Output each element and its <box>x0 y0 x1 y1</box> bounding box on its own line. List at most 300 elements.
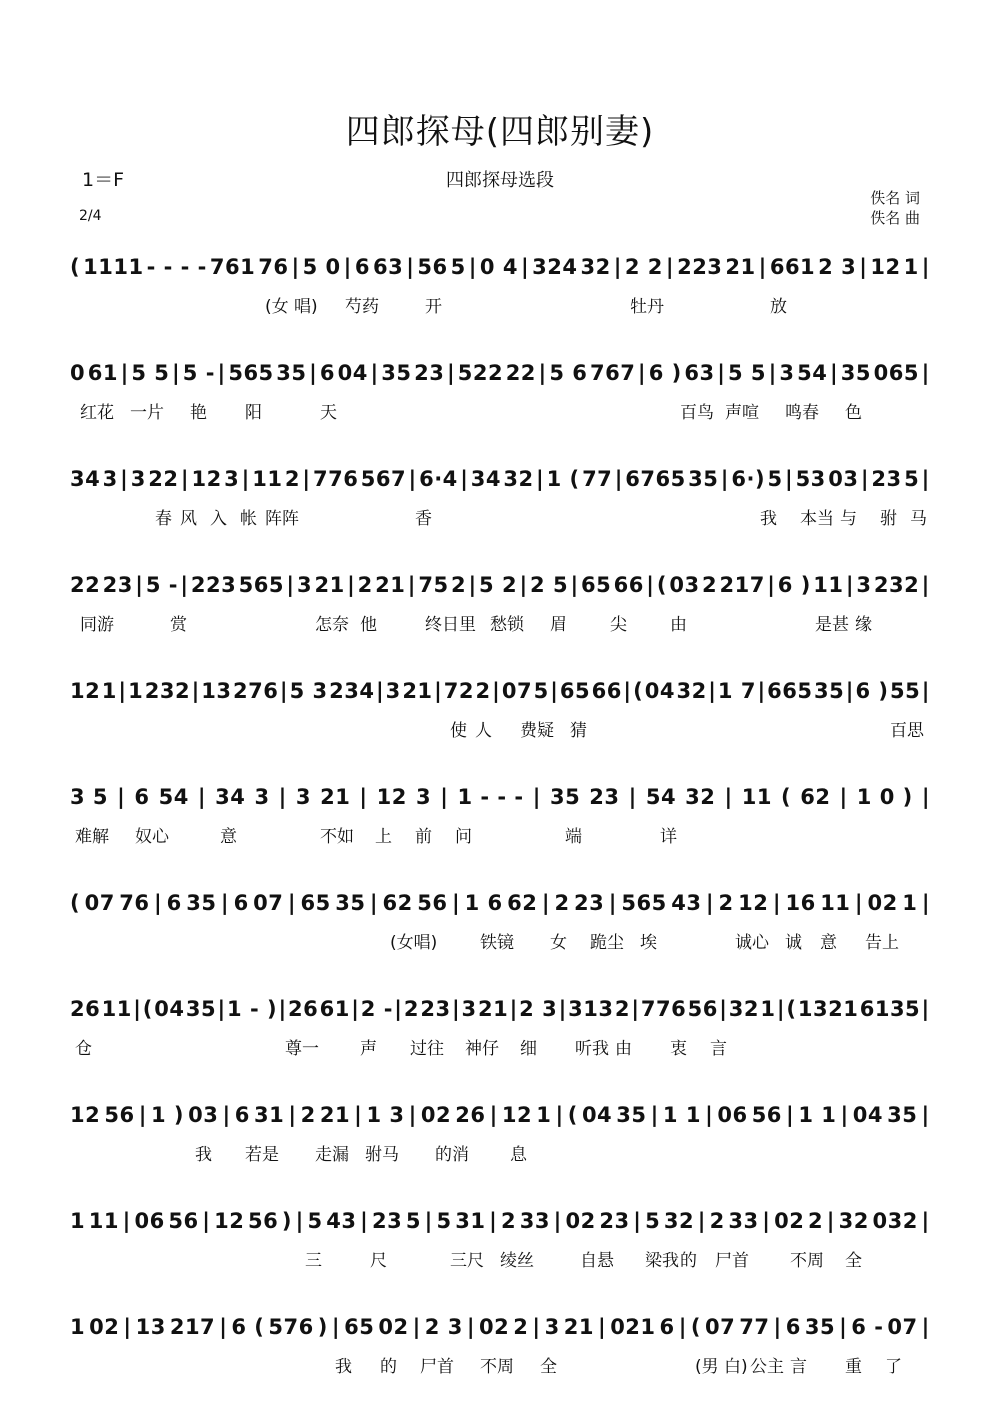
note-group: 776 <box>640 997 687 1021</box>
lyric-syllable: 衷 <box>670 1039 687 1059</box>
barline: | <box>532 785 541 809</box>
note-group: 12 <box>376 785 407 809</box>
note-group: 77 <box>739 1315 770 1339</box>
lyric-syllable: 了 <box>885 1357 902 1377</box>
note-group: 11 <box>101 997 132 1021</box>
note-group: 3 <box>102 467 118 491</box>
note-group: 1 <box>536 1103 552 1127</box>
lyric-syllable: 开 <box>425 297 442 317</box>
note-group: 6 <box>659 1315 675 1339</box>
lyric-syllable: 马 <box>910 509 927 529</box>
barline: | <box>369 891 379 915</box>
barline: | <box>786 1103 795 1127</box>
barline: | <box>120 467 129 491</box>
lyric-syllable: 百鸟 <box>680 403 714 423</box>
barline: | <box>538 361 547 385</box>
note-group: 56 <box>104 1103 135 1127</box>
notation-line <box>70 1100 930 1130</box>
note-group: 6 ( <box>231 1315 265 1339</box>
note-group: 324 <box>532 255 578 279</box>
note-group: 65 <box>300 891 331 915</box>
note-group: 02 <box>378 1315 409 1339</box>
note-group: 1 - ) <box>227 997 278 1021</box>
lyric-line <box>70 504 930 528</box>
barline: | <box>719 997 728 1021</box>
note-group: 22 <box>148 467 179 491</box>
composer-credit: 佚名 曲 <box>870 209 920 227</box>
note-group: 3 <box>461 997 477 1021</box>
barline: | <box>839 1315 848 1339</box>
note-group: 34 <box>215 785 246 809</box>
barline: | <box>217 997 226 1021</box>
note-group: ( <box>633 679 644 703</box>
barline: | <box>678 1315 687 1339</box>
note-group: 1 ) <box>150 1103 184 1127</box>
note-group: 12 <box>191 467 222 491</box>
note-group: 6 <box>134 785 150 809</box>
barline: | <box>613 255 622 279</box>
note-group: 56 <box>417 255 448 279</box>
barline: | <box>489 1209 498 1233</box>
lyric-syllable: 是甚 <box>815 615 849 635</box>
barline: | <box>153 891 163 915</box>
barline: | <box>921 1103 930 1127</box>
notation-line <box>70 252 930 282</box>
barline: | <box>351 997 360 1021</box>
barline: | <box>519 573 528 597</box>
lyric-syllable: 驸 <box>880 509 897 529</box>
lyric-syllable: 由 <box>670 615 687 635</box>
barline: | <box>608 891 617 915</box>
lyric-syllable: 使 <box>450 721 467 741</box>
note-group: 2 <box>807 1209 824 1233</box>
barline: | <box>460 467 469 491</box>
lyric-syllable: 意 <box>220 827 237 847</box>
note-group: 43 <box>671 891 702 915</box>
note-group: 35 <box>276 361 307 385</box>
note-group: 5 <box>307 1209 323 1233</box>
note-group: 2 <box>554 891 570 915</box>
note-group: 54 <box>797 361 828 385</box>
note-group: 02 <box>774 1209 805 1233</box>
note-group: 12 <box>501 1103 533 1127</box>
note-group: 53 <box>795 467 826 491</box>
note-group: 06 <box>134 1209 165 1233</box>
note-group: ( <box>142 997 153 1021</box>
note-group: 21 <box>319 1103 351 1127</box>
barline: | <box>279 679 289 703</box>
note-group: 3 <box>254 785 270 809</box>
lyric-syllable: 细 <box>520 1039 537 1059</box>
lyric-syllable: 芍药 <box>345 297 379 317</box>
barline: | <box>287 891 297 915</box>
barline: | <box>446 361 456 385</box>
note-group: 2 <box>718 891 734 915</box>
note-group: 313 <box>568 997 614 1021</box>
lyric-syllable: 入 <box>210 509 227 529</box>
barline: | <box>138 1103 147 1127</box>
barline: | <box>724 785 733 809</box>
note-group: 56 <box>168 1209 199 1233</box>
lyric-syllable: 同游 <box>80 615 114 635</box>
note-group: 56 <box>417 891 448 915</box>
note-group: 2 <box>500 1209 517 1233</box>
barline: | <box>840 1103 849 1127</box>
notation-line <box>70 994 930 1024</box>
note-group: 0 4 <box>479 255 518 279</box>
lyric-syllable: 终日里 <box>425 615 476 635</box>
barline: | <box>697 1209 706 1233</box>
note-group: 11 <box>741 785 772 809</box>
note-group: 35 <box>814 679 845 703</box>
note-group: 03 <box>669 573 700 597</box>
note-group: 3 <box>296 573 313 597</box>
note-group: 1321 <box>797 997 859 1021</box>
barline: | <box>720 467 729 491</box>
note-group: 32 <box>676 679 707 703</box>
note-group: 61 <box>319 997 350 1021</box>
barline: | <box>123 1315 132 1339</box>
note-group: - - - - <box>146 255 207 279</box>
barline: | <box>845 679 854 703</box>
lyric-syllable: 三尺 <box>450 1251 484 1271</box>
note-group: 1 <box>70 1209 86 1233</box>
lyric-syllable: 风 <box>180 509 197 529</box>
lyric-syllable: 难解 <box>75 827 109 847</box>
lyric-syllable: 放 <box>770 297 787 317</box>
note-group: 5 2 <box>479 573 518 597</box>
note-group: 62 <box>800 785 831 809</box>
note-group: 234 <box>329 679 375 703</box>
note-group: 1 1 <box>798 1103 837 1127</box>
note-group: 5 - <box>182 361 215 385</box>
lyric-syllable: 奴心 <box>135 827 169 847</box>
lyricist-credit: 佚名 词 <box>870 189 920 207</box>
lyric-syllable: 怎奈 <box>315 615 349 635</box>
lyric-syllable: 缘 <box>855 615 872 635</box>
note-group: 1 <box>128 679 144 703</box>
barline: | <box>434 679 443 703</box>
note-group: 032 <box>872 1209 918 1233</box>
lyric-syllable: 阳 <box>245 403 262 423</box>
lyric-line <box>70 1246 930 1270</box>
barline: | <box>278 785 287 809</box>
barline: | <box>631 997 640 1021</box>
note-group: ) <box>281 1209 292 1233</box>
note-group: ( <box>567 1103 578 1127</box>
barline: | <box>217 361 226 385</box>
barline: | <box>536 467 545 491</box>
barline: | <box>845 573 855 597</box>
note-group: 62 <box>507 891 538 915</box>
note-group: 2 <box>357 573 373 597</box>
lyric-syllable: 香 <box>415 509 432 529</box>
note-group: 07 <box>887 1315 918 1339</box>
lyric-syllable: 一片 <box>130 403 164 423</box>
note-group: 5 <box>904 467 920 491</box>
note-group: 12 <box>738 891 769 915</box>
lyric-syllable: 他 <box>360 615 377 635</box>
note-group: 3 <box>779 361 795 385</box>
note-group: 5 <box>405 1209 421 1233</box>
barline: | <box>135 573 144 597</box>
lyric-syllable: 尺 <box>370 1251 387 1271</box>
lyric-syllable: 告上 <box>865 933 899 953</box>
barline: | <box>758 255 767 279</box>
lyric-syllable: 我 <box>195 1145 212 1165</box>
barline: | <box>784 467 794 491</box>
note-group: 5 6 <box>549 361 588 385</box>
barline: | <box>489 1103 498 1127</box>
note-group: 04 <box>337 361 368 385</box>
note-group: 02 <box>867 891 898 915</box>
note-group: 232 <box>873 573 920 597</box>
lyric-syllable: 本当 <box>800 509 834 529</box>
note-group: 6 <box>233 891 249 915</box>
lyric-syllable: 铁镜 <box>480 933 514 953</box>
note-group: ( <box>656 573 667 597</box>
note-group: 6 <box>785 1315 801 1339</box>
note-group: 5 3 <box>289 679 328 703</box>
notation-line <box>70 782 930 812</box>
lyric-syllable: 赏 <box>170 615 187 635</box>
note-group: 567 <box>360 467 407 491</box>
note-group: 2 3 <box>818 255 857 279</box>
barline: | <box>839 785 848 809</box>
note-group: 3 <box>130 467 146 491</box>
lyric-syllable: (男 白) <box>695 1357 748 1377</box>
note-group: 22 <box>70 573 101 597</box>
note-group: 66 <box>613 573 644 597</box>
barline: | <box>705 891 715 915</box>
note-group: 23 <box>589 785 620 809</box>
barline: | <box>921 1315 930 1339</box>
note-group: 11 <box>813 573 844 597</box>
lyric-syllable: 言 <box>790 1357 807 1377</box>
barline: | <box>614 467 623 491</box>
note-group: 1 <box>902 891 918 915</box>
barline: | <box>772 891 782 915</box>
barline: | <box>451 891 461 915</box>
barline: | <box>921 361 930 385</box>
lyric-line <box>70 716 930 740</box>
barline: | <box>532 1315 541 1339</box>
note-group: 1 <box>101 679 117 703</box>
lyric-syllable: 不周 <box>790 1251 824 1271</box>
note-group: 21 <box>477 997 509 1021</box>
note-group: 5 - <box>145 573 178 597</box>
lyric-syllable: 百思 <box>890 721 924 741</box>
note-group: 3 <box>385 679 401 703</box>
note-group: 21 <box>314 573 345 597</box>
lyric-syllable: 眉 <box>550 615 567 635</box>
note-group: 07 <box>501 679 533 703</box>
note-group: 223 <box>190 573 237 597</box>
note-group: 2 - <box>360 997 393 1021</box>
barline: | <box>394 997 403 1021</box>
barline: | <box>440 785 449 809</box>
lyric-syllable: 绫丝 <box>500 1251 534 1271</box>
note-group: 223 <box>677 255 723 279</box>
barline: | <box>633 1209 642 1233</box>
note-group: 2 3 <box>519 997 558 1021</box>
note-group: 21 <box>375 573 406 597</box>
note-group: 6765 <box>625 467 686 491</box>
barline: | <box>302 467 311 491</box>
lyric-syllable: 春 <box>155 509 172 529</box>
barline: | <box>117 785 126 809</box>
lyric-syllable: 不周 <box>480 1357 514 1377</box>
note-group: 21 <box>320 785 351 809</box>
lyric-line <box>70 928 930 952</box>
note-group: 35 <box>186 891 217 915</box>
barline: | <box>570 573 579 597</box>
note-group: 31 <box>253 1103 285 1127</box>
note-group: 2 <box>701 573 718 597</box>
lyric-syllable: 过往 <box>410 1039 444 1059</box>
note-group: 34 <box>70 467 101 491</box>
barline: | <box>555 1103 564 1127</box>
note-group: 217 <box>169 1315 216 1339</box>
barline: | <box>708 679 717 703</box>
barline: | <box>767 573 776 597</box>
note-group: 77 <box>582 467 613 491</box>
barline: | <box>133 997 142 1021</box>
barline: | <box>553 1209 562 1233</box>
score-title: 四郎探母(四郎别妻) <box>345 112 655 152</box>
lyric-syllable: 诚心 <box>735 933 769 953</box>
note-group: ( <box>786 997 797 1021</box>
barline: | <box>520 255 530 279</box>
note-group: 26 <box>455 1103 486 1127</box>
note-group: 35 <box>840 361 871 385</box>
note-group: 1111 <box>83 255 144 279</box>
note-group: 21 <box>402 679 433 703</box>
note-group: 34 <box>470 467 501 491</box>
barline: | <box>921 573 930 597</box>
lyric-syllable: (女唱) <box>390 933 438 953</box>
note-group: ( <box>70 891 81 915</box>
lyric-syllable: 尖 <box>610 615 627 635</box>
note-group: 1 7 <box>717 679 756 703</box>
note-group: 1 <box>760 997 776 1021</box>
note-group: 03 <box>828 467 859 491</box>
barline: | <box>921 997 930 1021</box>
lyric-syllable: 走漏 <box>315 1145 349 1165</box>
lyric-syllable: 尸首 <box>715 1251 749 1271</box>
note-group: 1 - - - <box>457 785 524 809</box>
barline: | <box>637 361 647 385</box>
note-group: 2 <box>403 997 419 1021</box>
note-group: 522 <box>457 361 504 385</box>
barline: | <box>468 573 477 597</box>
note-group: 07 <box>84 891 115 915</box>
barline: | <box>354 1103 363 1127</box>
barline: | <box>406 255 415 279</box>
barline: | <box>466 1315 476 1339</box>
lyric-syllable: 人 <box>475 721 492 741</box>
lyric-syllable: 艳 <box>190 403 207 423</box>
lyric-syllable: 阵阵 <box>265 509 299 529</box>
note-group: 32 <box>580 255 611 279</box>
note-group: 021 <box>610 1315 656 1339</box>
note-group: 32 <box>838 1209 869 1233</box>
key-signature: 1＝F <box>82 169 125 191</box>
note-group: 6 <box>234 1103 250 1127</box>
note-group: 232 <box>144 679 191 703</box>
notation-line <box>70 1312 930 1342</box>
note-group: 23 <box>574 891 605 915</box>
barline: | <box>241 467 250 491</box>
note-group: 6 <box>166 891 182 915</box>
note-group: 6·4 <box>419 467 458 491</box>
barline: | <box>628 785 637 809</box>
barline: | <box>921 255 930 279</box>
note-group: 665 <box>767 679 813 703</box>
note-group: 65 <box>559 679 591 703</box>
note-group: 54 <box>158 785 189 809</box>
barline: | <box>717 361 726 385</box>
lyric-syllable: 仓 <box>75 1039 92 1059</box>
barline: | <box>331 1315 341 1339</box>
lyric-line <box>70 822 930 846</box>
note-group: 13 <box>201 679 232 703</box>
lyric-syllable: 梁我 <box>645 1251 679 1271</box>
lyric-syllable: 与 <box>840 509 857 529</box>
note-group: 32 <box>503 467 534 491</box>
lyric-syllable: 帐 <box>240 509 257 529</box>
lyric-syllable: 跪尘 <box>590 933 624 953</box>
notation-line <box>70 888 930 918</box>
note-group: 661 <box>769 255 816 279</box>
barline: | <box>408 467 417 491</box>
barline: | <box>623 679 632 703</box>
barline: | <box>219 1315 228 1339</box>
note-group: 56 <box>751 1103 782 1127</box>
note-group: 2 <box>614 997 630 1021</box>
lyric-syllable: 天 <box>320 403 337 423</box>
note-group: 23 <box>414 361 445 385</box>
note-group: 3 <box>415 785 432 809</box>
note-group: 07 <box>253 891 284 915</box>
note-group: 04 <box>644 679 675 703</box>
note-group: 5 5 <box>131 361 170 385</box>
note-group: 2 <box>284 467 301 491</box>
lyric-syllable: 我 <box>760 509 777 529</box>
barline: | <box>347 573 356 597</box>
lyric-syllable: 鸣春 <box>785 403 819 423</box>
note-group: 2 <box>709 1209 725 1233</box>
notation-line <box>70 676 930 706</box>
lyric-syllable: 诚 <box>785 933 802 953</box>
note-group: 565 <box>238 573 284 597</box>
barline: | <box>180 467 190 491</box>
barline: | <box>859 255 868 279</box>
note-group: 2 5 <box>530 573 569 597</box>
lyric-syllable: 言 <box>710 1039 727 1059</box>
barline: | <box>222 1103 231 1127</box>
note-group: 6 <box>319 361 336 385</box>
barline: | <box>412 1315 421 1339</box>
lyric-syllable: 费疑 <box>520 721 554 741</box>
note-group: 26 <box>70 997 101 1021</box>
note-group: 5 0 <box>302 255 341 279</box>
lyric-syllable: 驸马 <box>365 1145 399 1165</box>
note-group: 6·) <box>731 467 766 491</box>
barline: | <box>558 997 567 1021</box>
note-group: 6 - <box>851 1315 884 1339</box>
note-group: 32 <box>685 785 716 809</box>
